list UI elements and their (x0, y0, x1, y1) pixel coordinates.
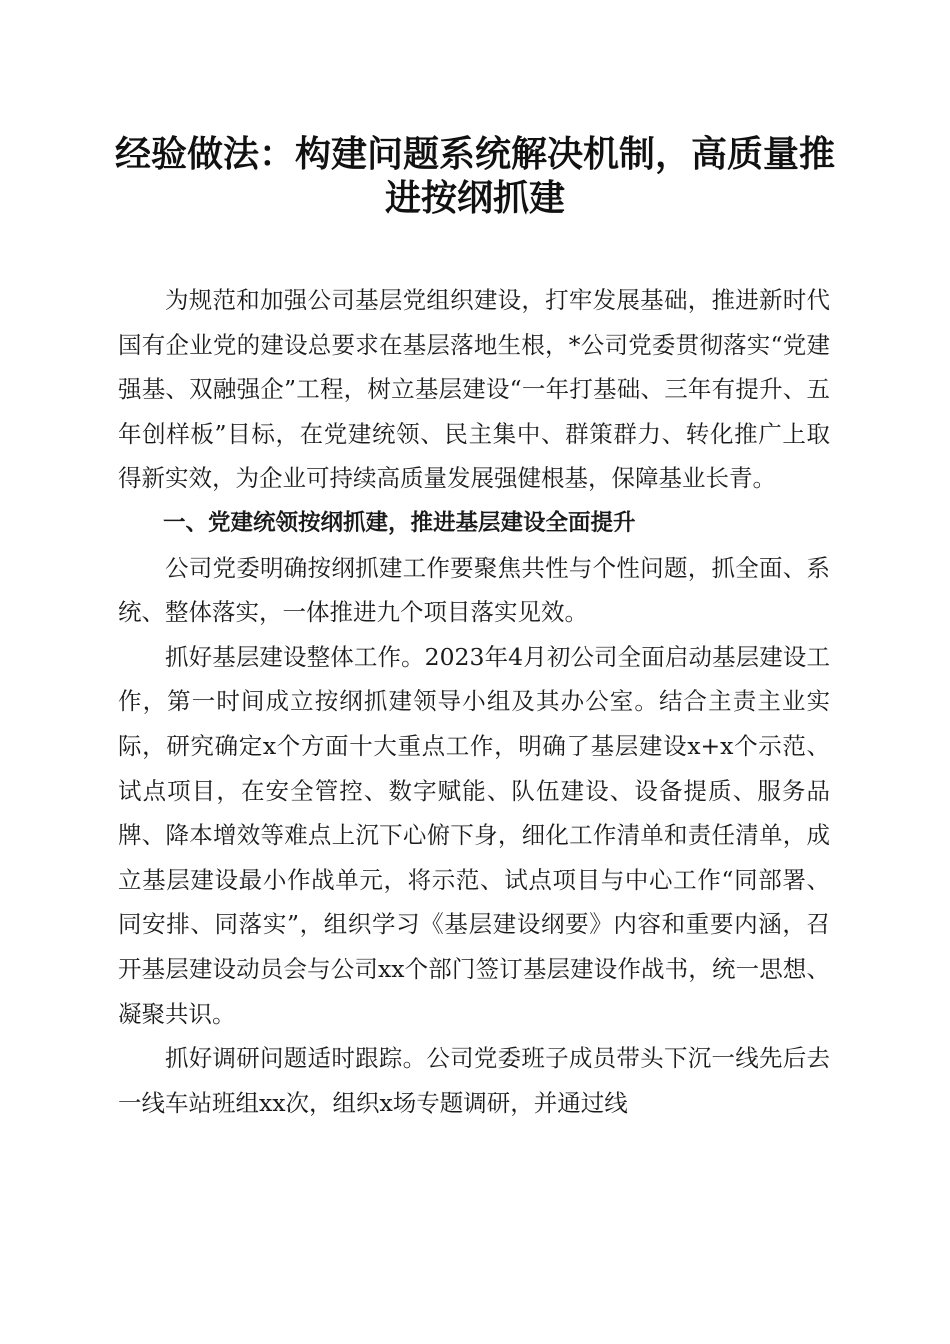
intro-paragraph: 为规范和加强公司基层党组织建设，打牢发展基础，推进新时代国有企业党的建设总要求在基层落地生根，*公司党委贯彻落实“党建强基、双融强企”工程，树立基层建设“一年打基础、三年有提升、五年创样板”目标，在党建统领、民主集中、群策群力、转化推广上取得新实效，为企业可持续高质量发展强健根基，保障基业长青。 (118, 286, 830, 493)
section-1-paragraph-2: 抓好基层建设整体工作。2023年4月初公司全面启动基层建设工作，第一时间成立按纲抓建领导小组及其办公室。结合主责主业实际，研究确定x个方面十大重点工作，明确了基层建设x+x个示范、试点项目，在安全管控、数字赋能、队伍建设、设备提质、服务品牌、降本增效等难点上沉下心俯下身，细化工作清单和责任清单，成立基层建设最小作战单元，将示范、试点项目与中心工作“同部署、同安排、同落实”，组织学习《基层建设纲要》内容和重要内涵，召开基层建设动员会与公司xx个部门签订基层建设作战书，统一思想、凝聚共识。 (118, 642, 830, 1028)
document-title: 经验做法：构建问题系统解决机制，高质量推进按纲抓建 (114, 133, 835, 219)
section-1-paragraph-3: 抓好调研问题适时跟踪。公司党委班子成员带头下沉一线先后去一线车站班组xx次，组织x场专题调研，并通过线 (118, 1044, 830, 1117)
section-1-paragraph-1: 公司党委明确按纲抓建工作要聚焦共性与个性问题，抓全面、系统、整体落实，一体推进九个项目落实见效。 (118, 553, 830, 627)
document-body (118, 278, 830, 1125)
section-heading-1: 一、党建统领按纲抓建，推进基层建设全面提升 (163, 509, 636, 536)
